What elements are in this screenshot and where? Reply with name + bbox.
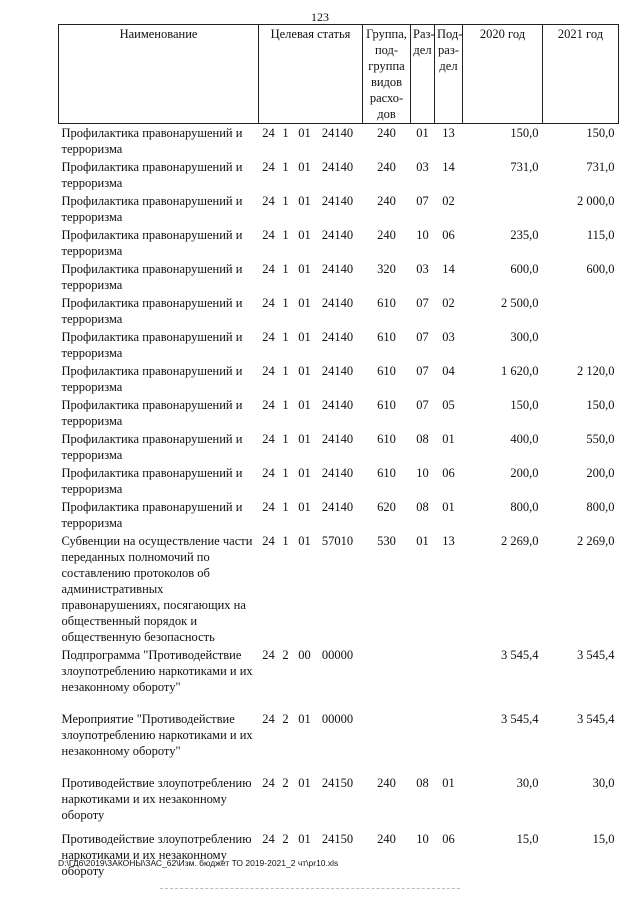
row-name: Противодействие злоупотреблению наркотиками и их незаконному обороту xyxy=(61,832,252,878)
target-direction: 24140 xyxy=(321,228,354,242)
row-target-code xyxy=(259,430,363,464)
row-podrazdel: 03 xyxy=(442,330,455,344)
row-razdel: 03 xyxy=(416,160,429,174)
target-subprogram: 1 xyxy=(282,364,289,378)
row-group: 610 xyxy=(377,466,396,480)
row-name: Профилактика правонарушений и терроризма xyxy=(61,296,243,326)
row-podrazdel: 06 xyxy=(442,832,455,846)
row-target-code xyxy=(259,294,363,328)
row-podrazdel: 02 xyxy=(442,296,455,310)
row-podrazdel: 01 xyxy=(442,776,455,790)
target-program: 24 xyxy=(262,466,275,480)
row-2020: 800,0 xyxy=(510,500,539,514)
target-event: 01 xyxy=(298,832,311,846)
row-group: 320 xyxy=(377,262,396,276)
row-target-code xyxy=(259,396,363,430)
table-row xyxy=(59,646,619,710)
target-program: 24 xyxy=(262,262,275,276)
row-2021: 115,0 xyxy=(586,228,615,242)
target-direction: 24140 xyxy=(321,466,354,480)
row-razdel: 03 xyxy=(416,262,429,276)
table-row xyxy=(59,226,619,260)
target-subprogram: 1 xyxy=(282,296,289,310)
target-subprogram: 2 xyxy=(282,832,289,846)
target-event: 01 xyxy=(298,262,311,276)
row-name: Профилактика правонарушений и терроризма xyxy=(61,398,243,428)
header-group: Группа, под-группа видов расхо-дов xyxy=(363,25,411,124)
target-event: 01 xyxy=(298,296,311,310)
row-group: 610 xyxy=(377,296,396,310)
row-2020: 15,0 xyxy=(516,832,539,846)
row-podrazdel xyxy=(435,646,463,710)
row-2021: 2 000,0 xyxy=(577,194,615,208)
row-group: 240 xyxy=(377,832,396,846)
target-program: 24 xyxy=(262,832,275,846)
file-path-footer: D:\ГД6\2019\ЗАКОНЫ\ЗАС_62\Изм. бюджет ТО 2019-2021_2 чт\pr10.xls xyxy=(58,858,339,868)
row-2021: 150,0 xyxy=(586,398,615,412)
target-direction: 24150 xyxy=(321,776,354,790)
row-2021: 15,0 xyxy=(592,832,615,846)
row-group: 240 xyxy=(377,228,396,242)
row-razdel: 01 xyxy=(416,126,429,140)
row-group: 240 xyxy=(377,126,396,140)
row-group: 610 xyxy=(377,432,396,446)
row-podrazdel: 01 xyxy=(442,500,455,514)
row-group: 240 xyxy=(377,776,396,790)
row-2020: 400,0 xyxy=(510,432,539,446)
table-row xyxy=(59,260,619,294)
row-target-code xyxy=(259,158,363,192)
row-target-code xyxy=(259,646,363,710)
row-group: 620 xyxy=(377,500,396,514)
row-2021: 200,0 xyxy=(586,466,615,480)
row-name: Профилактика правонарушений и терроризма xyxy=(61,228,243,258)
target-program: 24 xyxy=(262,296,275,310)
header-2020: 2020 год xyxy=(463,25,543,124)
row-razdel: 07 xyxy=(416,398,429,412)
row-target-code xyxy=(259,774,363,830)
row-razdel: 10 xyxy=(416,466,429,480)
row-razdel: 07 xyxy=(416,364,429,378)
target-direction: 24140 xyxy=(321,194,354,208)
row-podrazdel: 02 xyxy=(442,194,455,208)
row-target-code xyxy=(259,464,363,498)
table-header-row xyxy=(59,25,619,124)
row-group: 530 xyxy=(377,534,396,548)
row-podrazdel xyxy=(435,710,463,774)
row-2020: 235,0 xyxy=(510,228,539,242)
target-program: 24 xyxy=(262,194,275,208)
row-name: Профилактика правонарушений и терроризма xyxy=(61,432,243,462)
row-2021: 600,0 xyxy=(586,262,615,276)
target-direction: 57010 xyxy=(321,534,354,548)
target-subprogram: 1 xyxy=(282,228,289,242)
target-program: 24 xyxy=(262,160,275,174)
target-subprogram: 2 xyxy=(282,712,289,726)
table-row xyxy=(59,430,619,464)
target-direction: 24140 xyxy=(321,364,354,378)
row-podrazdel: 06 xyxy=(442,228,455,242)
row-2020: 2 269,0 xyxy=(501,534,539,548)
row-podrazdel: 14 xyxy=(442,160,455,174)
target-event: 01 xyxy=(298,500,311,514)
row-name: Профилактика правонарушений и терроризма xyxy=(61,500,243,530)
row-2021 xyxy=(543,328,619,362)
row-name: Профилактика правонарушений и терроризма xyxy=(61,466,243,496)
target-subprogram: 1 xyxy=(282,398,289,412)
table-body xyxy=(59,124,619,881)
target-direction: 24150 xyxy=(321,832,354,846)
row-razdel: 08 xyxy=(416,776,429,790)
table-row xyxy=(59,710,619,774)
row-name: Подпрограмма "Противодействие злоупотреблению наркотиками и их незаконному обороту" xyxy=(61,648,253,694)
table-row xyxy=(59,294,619,328)
target-event: 01 xyxy=(298,364,311,378)
header-2021: 2021 год xyxy=(543,25,619,124)
table-row xyxy=(59,328,619,362)
budget-table xyxy=(58,24,619,880)
table-row xyxy=(59,532,619,646)
header-target: Целевая статья xyxy=(259,25,363,124)
target-program: 24 xyxy=(262,712,275,726)
target-subprogram: 2 xyxy=(282,776,289,790)
row-razdel: 01 xyxy=(416,534,429,548)
page-number: 123 xyxy=(311,10,329,24)
header-name: Наименование xyxy=(59,25,259,124)
target-program: 24 xyxy=(262,648,275,662)
target-subprogram: 1 xyxy=(282,194,289,208)
row-group: 610 xyxy=(377,330,396,344)
target-direction: 24140 xyxy=(321,432,354,446)
target-event: 01 xyxy=(298,776,311,790)
row-podrazdel: 06 xyxy=(442,466,455,480)
row-name: Субвенции на осуществление части переданных полномочий по составлению протоколов об административных правонарушениях, посягающих на общественный порядок и общественную безопасность xyxy=(61,534,253,644)
target-direction: 24140 xyxy=(321,262,354,276)
row-podrazdel: 13 xyxy=(442,126,455,140)
target-event: 01 xyxy=(298,228,311,242)
table-row xyxy=(59,774,619,830)
target-event: 01 xyxy=(298,330,311,344)
target-direction: 24140 xyxy=(321,160,354,174)
row-target-code xyxy=(259,710,363,774)
row-2020: 600,0 xyxy=(510,262,539,276)
target-subprogram: 1 xyxy=(282,466,289,480)
target-direction: 00000 xyxy=(321,648,354,662)
row-2021 xyxy=(543,294,619,328)
row-razdel: 08 xyxy=(416,432,429,446)
row-target-code xyxy=(259,260,363,294)
row-group xyxy=(363,646,411,710)
target-program: 24 xyxy=(262,126,275,140)
target-subprogram: 1 xyxy=(282,330,289,344)
row-target-code xyxy=(259,362,363,396)
row-2020: 3 545,4 xyxy=(501,648,539,662)
row-2021: 731,0 xyxy=(586,160,615,174)
row-2020: 200,0 xyxy=(510,466,539,480)
header-razdel: Раз-дел xyxy=(411,25,435,124)
row-name: Профилактика правонарушений и терроризма xyxy=(61,262,243,292)
row-podrazdel: 04 xyxy=(442,364,455,378)
row-target-code xyxy=(259,124,363,159)
table-row xyxy=(59,396,619,430)
row-group: 240 xyxy=(377,160,396,174)
table-row xyxy=(59,192,619,226)
row-target-code xyxy=(259,532,363,646)
row-podrazdel: 05 xyxy=(442,398,455,412)
row-podrazdel: 14 xyxy=(442,262,455,276)
table-row xyxy=(59,158,619,192)
row-razdel xyxy=(411,646,435,710)
table-row xyxy=(59,124,619,159)
target-program: 24 xyxy=(262,228,275,242)
target-direction: 24140 xyxy=(321,330,354,344)
table-row xyxy=(59,362,619,396)
header-podrazdel: Под-раз-дел xyxy=(435,25,463,124)
target-program: 24 xyxy=(262,534,275,548)
row-2020: 3 545,4 xyxy=(501,712,539,726)
row-name: Профилактика правонарушений и терроризма xyxy=(61,364,243,394)
row-2021: 800,0 xyxy=(586,500,615,514)
target-event: 01 xyxy=(298,194,311,208)
target-event: 01 xyxy=(298,466,311,480)
row-name: Профилактика правонарушений и терроризма xyxy=(61,330,243,360)
target-direction: 24140 xyxy=(321,398,354,412)
target-program: 24 xyxy=(262,776,275,790)
target-event: 01 xyxy=(298,534,311,548)
row-razdel: 07 xyxy=(416,296,429,310)
target-subprogram: 1 xyxy=(282,500,289,514)
target-event: 01 xyxy=(298,712,311,726)
target-program: 24 xyxy=(262,330,275,344)
row-name: Профилактика правонарушений и терроризма xyxy=(61,194,243,224)
row-2021: 3 545,4 xyxy=(577,648,615,662)
row-target-code xyxy=(259,192,363,226)
row-target-code xyxy=(259,498,363,532)
row-2020: 150,0 xyxy=(510,126,539,140)
target-event: 01 xyxy=(298,160,311,174)
table-row xyxy=(59,464,619,498)
row-razdel: 10 xyxy=(416,228,429,242)
row-2021: 3 545,4 xyxy=(577,712,615,726)
target-subprogram: 1 xyxy=(282,126,289,140)
row-2020: 150,0 xyxy=(510,398,539,412)
target-event: 01 xyxy=(298,432,311,446)
row-podrazdel: 13 xyxy=(442,534,455,548)
target-subprogram: 1 xyxy=(282,534,289,548)
row-2021: 30,0 xyxy=(592,776,615,790)
row-2020: 300,0 xyxy=(510,330,539,344)
table-row xyxy=(59,498,619,532)
row-2021: 150,0 xyxy=(586,126,615,140)
row-target-code xyxy=(259,328,363,362)
row-2021: 2 269,0 xyxy=(577,534,615,548)
row-2020: 2 500,0 xyxy=(501,296,539,310)
target-event: 00 xyxy=(298,648,311,662)
row-group xyxy=(363,710,411,774)
row-2021: 2 120,0 xyxy=(577,364,615,378)
row-razdel: 10 xyxy=(416,832,429,846)
target-subprogram: 1 xyxy=(282,432,289,446)
target-program: 24 xyxy=(262,432,275,446)
target-program: 24 xyxy=(262,500,275,514)
target-subprogram: 1 xyxy=(282,262,289,276)
row-razdel: 07 xyxy=(416,330,429,344)
row-2020: 1 620,0 xyxy=(501,364,539,378)
row-razdel: 07 xyxy=(416,194,429,208)
row-target-code xyxy=(259,226,363,260)
row-name: Мероприятие "Противодействие злоупотреблению наркотиками и их незаконному обороту" xyxy=(61,712,253,758)
table-row xyxy=(59,830,619,880)
target-subprogram: 2 xyxy=(282,648,289,662)
target-subprogram: 1 xyxy=(282,160,289,174)
row-razdel xyxy=(411,710,435,774)
row-2020 xyxy=(463,192,543,226)
row-podrazdel: 01 xyxy=(442,432,455,446)
target-direction: 00000 xyxy=(321,712,354,726)
target-event: 01 xyxy=(298,398,311,412)
target-direction: 24140 xyxy=(321,126,354,140)
row-name: Профилактика правонарушений и терроризма xyxy=(61,126,243,156)
row-group: 610 xyxy=(377,398,396,412)
scan-artifact xyxy=(160,888,460,891)
row-razdel: 08 xyxy=(416,500,429,514)
target-event: 01 xyxy=(298,126,311,140)
target-direction: 24140 xyxy=(321,296,354,310)
target-program: 24 xyxy=(262,364,275,378)
row-target-code xyxy=(259,830,363,880)
row-2020: 30,0 xyxy=(516,776,539,790)
row-group: 610 xyxy=(377,364,396,378)
target-direction: 24140 xyxy=(321,500,354,514)
target-program: 24 xyxy=(262,398,275,412)
row-name: Противодействие злоупотреблению наркотиками и их незаконному обороту xyxy=(61,776,252,822)
row-2021: 550,0 xyxy=(586,432,615,446)
row-group: 240 xyxy=(377,194,396,208)
row-name: Профилактика правонарушений и терроризма xyxy=(61,160,243,190)
row-2020: 731,0 xyxy=(510,160,539,174)
